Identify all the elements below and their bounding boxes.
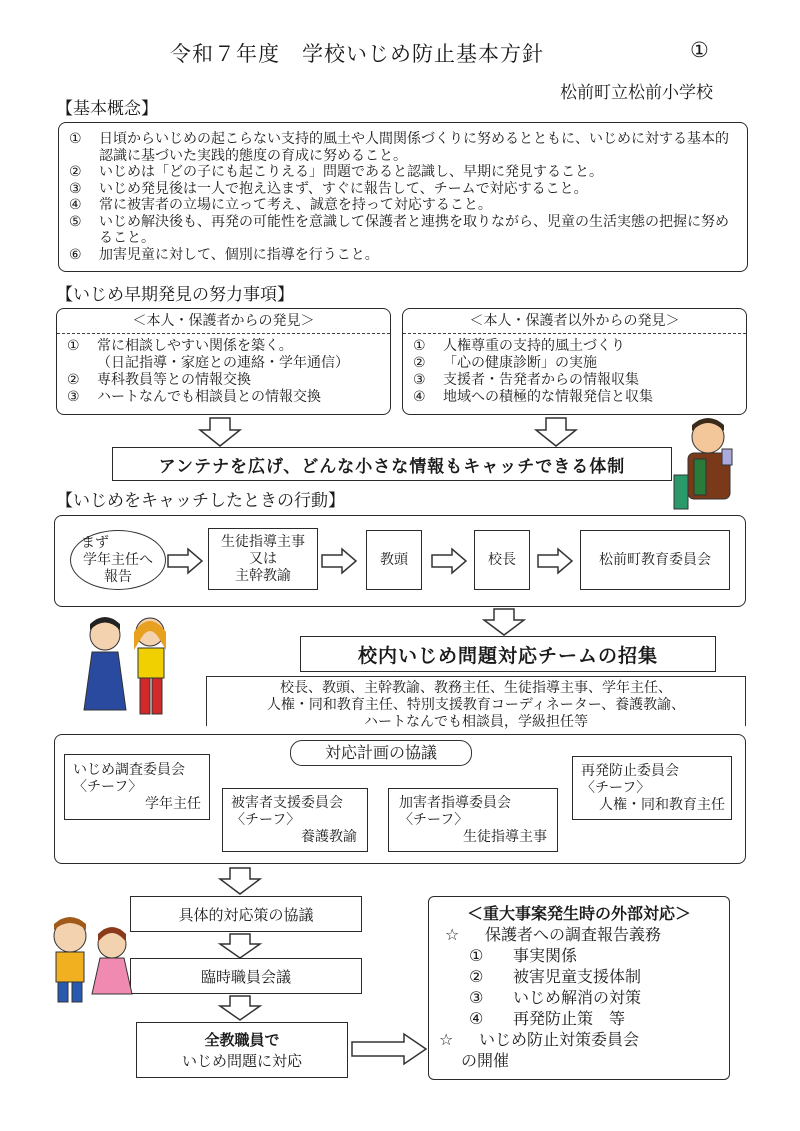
down-arrow-icon: [220, 868, 260, 894]
early-left-box: [56, 308, 391, 415]
school-name: 松前町立松前小学校: [560, 83, 713, 103]
external-item: ② 被害児童支援体制: [469, 967, 642, 986]
step-principal: 校長: [474, 530, 530, 590]
flow-staff-meeting: 臨時職員会議: [130, 958, 362, 994]
team-title: 校内いじめ問題対応チームの招集: [300, 636, 716, 672]
step-student-guidance: 生徒指導主事 又は 主幹教諭: [208, 528, 318, 590]
action-heading: 【いじめをキャッチしたときの行動】: [56, 491, 345, 511]
early-right-item: ① 人権尊重の支持的風土づくり: [413, 338, 625, 354]
antenna-banner: アンテナを広げ、どんな小さな情報もキャッチできる体制: [112, 447, 672, 481]
early-left-item: ① 常に相談しやすい関係を築く。: [67, 338, 293, 354]
external-item: ③ いじめ解消の対策: [469, 988, 642, 1007]
external-item: ① 事実関係: [469, 946, 578, 965]
right-arrow-icon: [352, 1034, 426, 1064]
first-report-oval: まず 学年主任へ 報告: [70, 530, 166, 590]
worried-kids-illustration: [70, 610, 190, 720]
page-number: ①: [690, 38, 710, 62]
happy-kids-illustration: [40, 914, 140, 1014]
external-duty: ☆ 保護者への調査報告義務: [445, 925, 662, 944]
external-title: ＜重大事案発生時の外部対応＞: [466, 904, 691, 923]
concept-item: ④ 常に被害者の立場に立って考え、誠意を持って対応すること。: [69, 197, 492, 213]
external-item: ④ 再発防止策 等: [469, 1009, 626, 1028]
boy-phone-illustration: [672, 415, 752, 515]
step-vice-principal: 教頭: [366, 530, 422, 590]
early-right-item: ③ 支援者・告発者からの情報収集: [413, 372, 639, 388]
down-arrow-icon: [220, 934, 260, 958]
external-committee: ☆ いじめ防止対策委員会: [439, 1030, 640, 1049]
flow-measures: 具体的対応策の協議: [130, 896, 362, 932]
down-arrow-icon: [536, 418, 576, 446]
early-right-item: ② 「心の健康診断」の実施: [413, 355, 597, 371]
early-left-item: ② 専科教員等との情報交換: [67, 372, 251, 388]
early-heading: 【いじめ早期発見の努力事項】: [56, 285, 294, 305]
committee-recurrence-prevention: 再発防止委員会 〈チーフ〉 人権・同和教育主任: [572, 756, 732, 820]
concept-item: ① 日頃からいじめの起こらない支持的風土や人間関係づくりに努めるとともに、いじめに対する基本的認識に基づいた実践的態度の育成に努めること。: [69, 131, 729, 164]
right-arrow-icon: [432, 549, 466, 573]
concept-item: ⑤ いじめ解決後も、再発の可能性を意識して保護者と連携を取りながら、児童の生活実態の把握に努めること。: [69, 213, 729, 246]
committee-offender-guidance: 加害者指導委員会 〈チーフ〉 生徒指導主事: [388, 788, 558, 852]
down-arrow-icon: [484, 609, 524, 635]
concept-item: ⑥ 加害児童に対して、個別に指導を行うこと。: [69, 246, 379, 263]
concept-box: [58, 122, 748, 272]
early-right-box: [402, 308, 747, 415]
page-title: 令和７年度 学校いじめ防止基本方針: [170, 42, 544, 66]
concept-item: ② いじめは「どの子にも起こりえる」問題であると認識し、早期に発見すること。: [69, 164, 603, 180]
committee-victim-support: 被害者支援委員会 〈チーフ〉 養護教諭: [222, 788, 368, 852]
flow-all-staff: 全教職員で いじめ問題に対応: [136, 1022, 348, 1078]
right-arrow-icon: [538, 549, 572, 573]
right-arrow-icon: [168, 549, 202, 573]
early-left-title: ＜本人・保護者からの発見＞: [57, 309, 390, 334]
concept-item: ③ いじめ発見後は一人で抱え込まず、すぐに報告して、チームで対応すること。: [69, 180, 588, 197]
step-education-board: 松前町教育委員会: [580, 530, 730, 590]
external-box: [428, 896, 730, 1080]
committee-investigation: いじめ調査委員会 〈チーフ〉 学年主任: [64, 754, 210, 820]
early-left-item: ③ ハートなんでも相談員との情報交換: [67, 389, 321, 405]
concept-heading: 【基本概念】: [56, 99, 158, 119]
early-left-item: （日記指導・家庭との連絡・学年通信）: [97, 355, 349, 371]
down-arrow-icon: [200, 418, 240, 446]
early-right-item: ④ 地域への積極的な情報発信と収集: [413, 389, 653, 405]
down-arrow-icon: [220, 996, 260, 1020]
external-committee-line2: の開催: [461, 1051, 510, 1070]
plan-title: 対応計画の協議: [290, 740, 472, 766]
team-members: 校長、教頭、主幹教諭、教務主任、生徒指導主事、学年主任、 人権・同和教育主任、特別支援教育コーディネーター、養護教諭、 ハートなんでも相談員，学級担任等: [206, 676, 746, 726]
early-right-title: ＜本人・保護者以外からの発見＞: [403, 309, 746, 334]
right-arrow-icon: [322, 549, 356, 573]
